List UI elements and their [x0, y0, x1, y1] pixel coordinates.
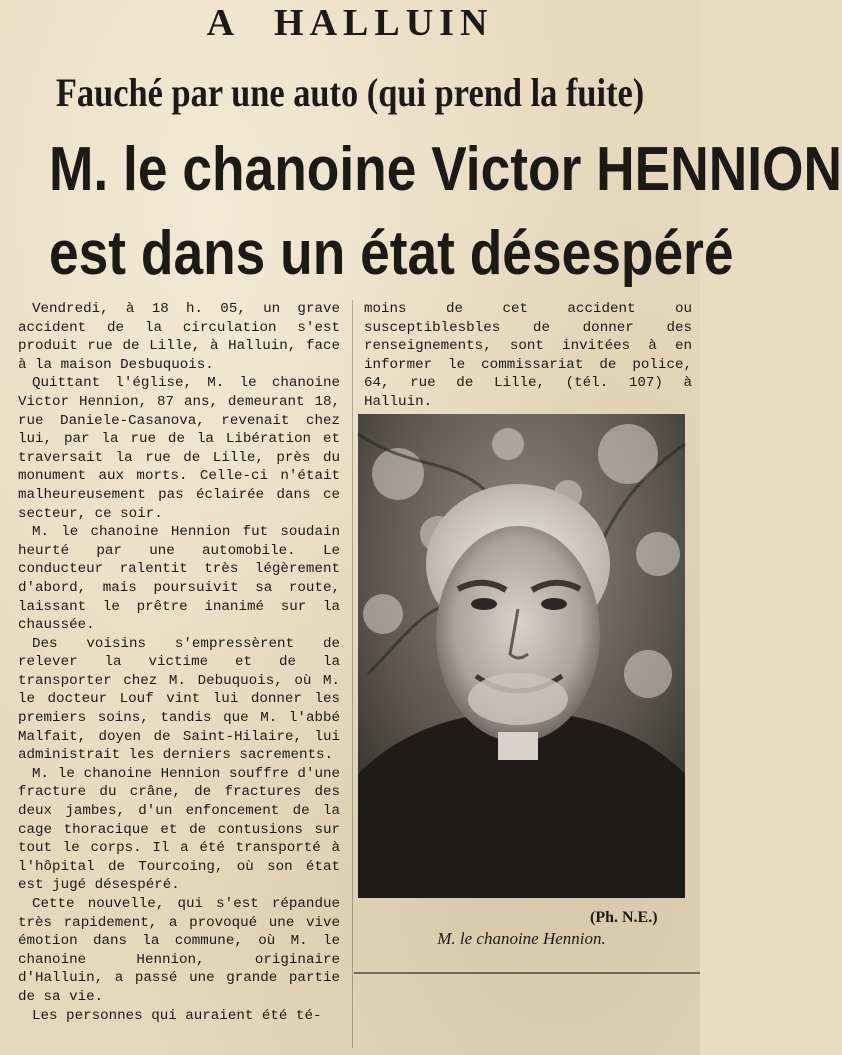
portrait-photo-image: [358, 414, 685, 898]
paragraph: M. le chanoine Hennion souffre d'une fracture du crâne, de fractures des deux jambes, d'un enfoncement de la cage thoracique et de contusions sur tout le corps. Il a été transporté à l'hôpital de Tourcoing, où son état est jugé désespéré.: [18, 765, 340, 894]
column-divider: [352, 300, 353, 1048]
paragraph: Les personnes qui auraient été té-: [32, 1007, 322, 1024]
paragraph: moins de cet accident ou susceptiblesbles de donner des renseignements, sont invitées à en informer le commissariat de police, 64, rue de Lille, (tél. 107) à Halluin.: [364, 301, 692, 410]
kicker-a: A: [206, 2, 241, 44]
photo-credit: (Ph. N.E.): [590, 909, 658, 926]
bottom-rule: [354, 972, 700, 974]
paragraph: Cette nouvelle, qui s'est répandue très rapidement, a provoqué une vive émotion dans la commune, où M. le chanoine Hennion, originaire d'Halluin, a passé une grande partie de sa vie.: [18, 896, 340, 1005]
paragraph: Des voisins s'empressèrent de relever la victime et de la transporter chez M. Debuquois, où M. le docteur Louf vint lui donner les premiers soins, tandis que M. l'abbé Malfait, doyen de Saint-Hilaire, lui administrait les derniers sacrements.: [18, 635, 340, 764]
paragraph: Quittant l'église, M. le chanoine Victor Hennion, 87 ans, demeurant 18, rue Daniele-Casanova, revenait chez lui, par la rue de la Libération et traversait la rue de Lille, près du monument aux morts. Celle-ci n'était malheureusement pas éclairée dans ce secteur, ce soir.: [18, 375, 340, 522]
kicker: [0, 2, 700, 44]
headline-main: M. le chanoine Victor HENNION: [49, 135, 842, 204]
article-body-left-column: [18, 300, 340, 1025]
kicker-place: HALLUIN: [274, 2, 494, 44]
headline-main-continued: est dans un état désespéré: [49, 219, 734, 288]
paragraph: Vendredi, à 18 h. 05, un grave accident de la circulation s'est produit rue de Lille, à Halluin, face à la maison Desbuquois.: [18, 301, 340, 373]
photo-caption: M. le chanoine Hennion.: [437, 929, 606, 948]
paragraph: M. le chanoine Hennion fut soudain heurté par une automobile. Le conducteur ralentit très légèrement d'abord, mais poursuivit sa route, laissant le prêtre inanimé sur la chaussée.: [18, 524, 340, 634]
portrait-photo: [358, 414, 685, 898]
headline-subtitle: Fauché par une auto (qui prend la fuite): [55, 70, 645, 115]
article-body-right-column: [364, 300, 692, 412]
